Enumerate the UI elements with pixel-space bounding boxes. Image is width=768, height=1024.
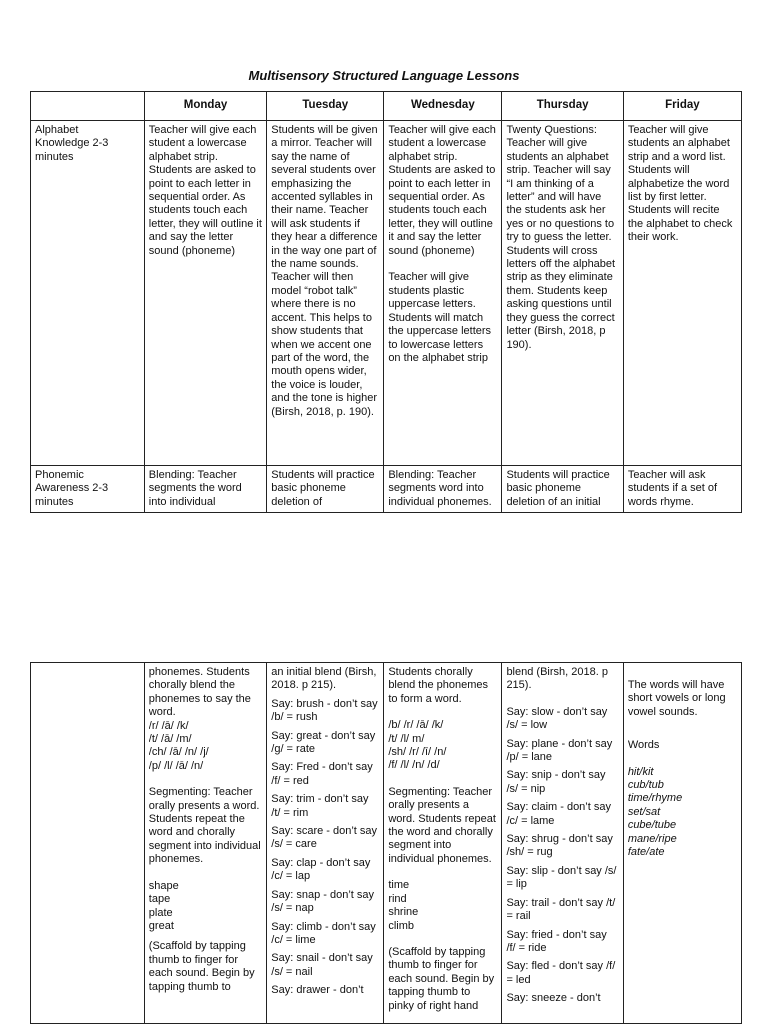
list-item: Say: climb - don’t say /c/ = lime bbox=[271, 920, 376, 946]
cell-thursday-continued bbox=[506, 666, 618, 1020]
cell-wednesday: Teacher will give each student a lowercase alphabet strip. Students are asked to point to each letter in sequential order. As students touch each letter, they will outline it and say the letter sound (phoneme) Teacher will give students plastic uppercase letters. Students will match the uppercase letters to lowercase letters on the alphabet strip bbox=[388, 124, 496, 364]
friday-intro: The words will have short vowels or long vowel sounds. bbox=[627, 679, 726, 718]
list-item: Say: sneeze - don’t bbox=[506, 992, 601, 1005]
list-item: Say: trail - don’t say /t/ = rail bbox=[506, 896, 616, 923]
monday-words: shape tape plate great bbox=[148, 879, 179, 932]
list-item: Say: clap - don’t say /c/ = lap bbox=[271, 856, 371, 883]
list-item: Say: trim - don’t say /t/ = rim bbox=[271, 793, 369, 819]
header-thursday: Thursday bbox=[502, 92, 623, 121]
cell-tuesday: Students will be given a mirror. Teacher will say the name of several students over emphasizing the accented syllables in their name. Teacher will ask students if they hear a difference in the way one part of the name sounds. Teacher will then model “robot talk” where there is no accent. This helps to show students that when we accent one part of the word, the mouth opens wider, the voice is louder, and the tone is higher (Birsh, 2018, p. 190). bbox=[271, 124, 378, 418]
cell-tuesday-continued bbox=[271, 666, 379, 1020]
cell-monday-continued bbox=[149, 666, 262, 1020]
list-item: cub/tub bbox=[627, 779, 664, 792]
header-row bbox=[31, 92, 742, 121]
friday-words-label: Words bbox=[627, 739, 660, 752]
table-row-phonemic-awareness bbox=[31, 466, 742, 513]
cell-thursday: Students will practice basic phoneme deletion of an initial bbox=[506, 469, 610, 508]
header-wednesday: Wednesday bbox=[384, 92, 502, 121]
list-item: fate/ate bbox=[627, 846, 665, 859]
list-item: time/rhyme bbox=[627, 792, 683, 805]
friday-word-pairs bbox=[628, 766, 737, 860]
wednesday-segmenting: Segmenting: Teacher orally presents a word. Students repeat the word and chorally segment into individual phonemes. bbox=[388, 785, 496, 865]
list-item: Say: Fred - don’t say /f/ = red bbox=[271, 761, 373, 787]
cell-tuesday: Students will practice basic phoneme deletion of bbox=[271, 469, 375, 508]
list-item: Say: slip - don’t say /s/ = lip bbox=[506, 864, 617, 891]
cell-friday: Teacher will give students an alphabet strip and a word list. Students will alphabetize the word list by first letter. Students will recite the alphabet to check their work. bbox=[627, 124, 733, 244]
header-friday: Friday bbox=[623, 92, 741, 121]
list-item: Say: claim - don’t say /c/ = lame bbox=[506, 801, 611, 827]
cell-friday-continued bbox=[628, 666, 737, 1020]
list-item: Say: snip - don’t say /s/ = nip bbox=[506, 769, 606, 795]
monday-segmenting: Segmenting: Teacher orally presents a word. Students repeat the word and chorally segment into individual phonemes. bbox=[148, 786, 261, 866]
row-label: Phonemic Awareness 2-3 minutes bbox=[35, 469, 109, 508]
list-item: Say: snail - don’t say /s/ = nail bbox=[271, 952, 373, 978]
list-item: Say: plane - don’t say /p/ = lane bbox=[506, 737, 613, 764]
thursday-intro: blend (Birsh, 2018. p 215). bbox=[506, 666, 608, 692]
list-item: Say: fled - don’t say /f/ = led bbox=[506, 960, 616, 986]
list-item: hit/kit bbox=[627, 765, 654, 778]
header-monday: Monday bbox=[144, 92, 266, 121]
wednesday-scaffold: (Scaffold by tapping thumb to finger for each sound. Begin by tapping thumb to pinky of right hand bbox=[388, 945, 495, 1012]
wednesday-phonemes: /b/ /r/ /ā/ /k/ /t/ /l/ m/ /sh/ /r/ /ī/ /n/ /f/ /l/ /n/ /d/ bbox=[388, 719, 447, 772]
lesson-table bbox=[30, 91, 742, 513]
tuesday-intro: an initial blend (Birsh, 2018. p 215). bbox=[271, 666, 377, 692]
cell-label-empty bbox=[31, 663, 145, 1024]
header-blank bbox=[31, 92, 145, 121]
list-item: Say: drawer - don’t bbox=[271, 984, 364, 997]
list-item: set/sat bbox=[627, 805, 661, 818]
list-item: Say: slow - don’t say /s/ = low bbox=[506, 705, 608, 732]
row-label: Alphabet Knowledge 2-3 minutes bbox=[35, 124, 109, 163]
document-title: Multisensory Structured Language Lessons bbox=[248, 68, 520, 83]
cell-wednesday: Blending: Teacher segments word into individual phonemes. bbox=[388, 469, 492, 508]
table-row-alphabet-knowledge bbox=[31, 121, 742, 466]
cell-thursday: Twenty Questions: Teacher will give students an alphabet strip. Teacher will say “I am thinking of a letter” and will have the students ask her yes or no questions to try to guess the letter. Students will cross letters off the alphabet strip as they eliminate them. Students keep asking questions until they guess the correct letter (Birsh, 2018, p 190). bbox=[506, 124, 616, 351]
list-item: cube/tube bbox=[627, 819, 677, 832]
list-item: Say: scare - don’t say /s/ = care bbox=[271, 825, 378, 851]
list-item: mane/ripe bbox=[627, 832, 677, 845]
list-item: Say: great - don’t say /g/ = rate bbox=[271, 729, 376, 756]
cell-monday: Teacher will give each student a lowercase alphabet strip. Students are asked to point to each letter in sequential order. As students touch each letter, they will outline it and say the letter sound (phoneme) bbox=[148, 124, 262, 257]
wednesday-words: time rind shrine climb bbox=[388, 879, 419, 932]
cell-wednesday-continued bbox=[388, 666, 497, 1020]
list-item: Say: snap - don’t say /s/ = nap bbox=[271, 888, 374, 915]
header-tuesday: Tuesday bbox=[267, 92, 384, 121]
list-item: Say: fried - don’t say /f/ = ride bbox=[506, 928, 607, 954]
table-row-continued bbox=[31, 663, 742, 1024]
monday-intro: phonemes. Students chorally blend the phonemes to say the word. /r/ /ā/ /k/ /t/ /ā/ /m/ /ch/ /ā/ /n/ /j/ /p/ /l/ /ā/ /n/ bbox=[148, 666, 251, 772]
lesson-table-continued bbox=[30, 662, 742, 1024]
monday-scaffold: (Scaffold by tapping thumb to finger for each sound. Begin by tapping thumb to bbox=[148, 940, 255, 993]
cell-friday: Teacher will ask students if a set of words rhyme. bbox=[627, 469, 718, 508]
list-item: Say: shrug - don’t say /sh/ = rug bbox=[506, 833, 613, 859]
list-item: Say: brush - don’t say /b/ = rush bbox=[271, 697, 378, 724]
wednesday-intro: Students chorally blend the phonemes to form a word. bbox=[388, 666, 488, 705]
cell-monday: Blending: Teacher segments the word into individual bbox=[148, 469, 242, 508]
